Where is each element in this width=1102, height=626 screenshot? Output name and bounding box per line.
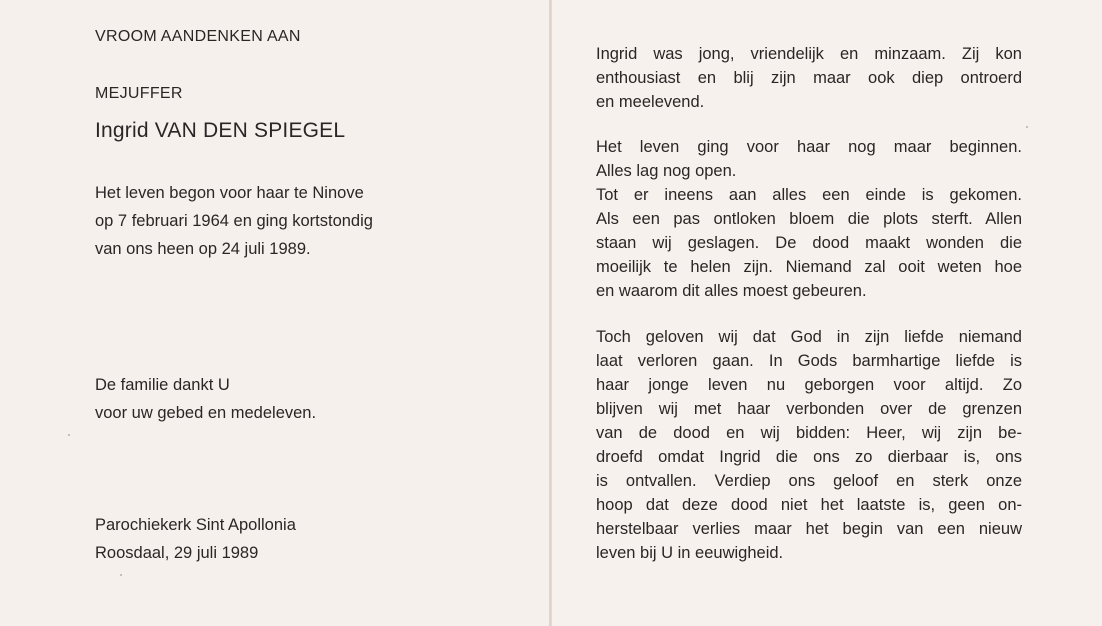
poem-line: is ontvallen. Verdiep ons geloof en sterk onze bbox=[596, 472, 1022, 490]
church-line: Parochiekerk Sint Apollonia bbox=[95, 516, 296, 534]
deceased-name: Ingrid VAN DEN SPIEGEL bbox=[95, 119, 346, 142]
poem-line: herstelbaar verlies maar het begin van een nieuw bbox=[596, 520, 1022, 538]
thanks-line: De familie dankt U bbox=[95, 376, 230, 394]
poem-line: leven bij U in eeuwigheid. bbox=[596, 544, 784, 562]
poem-paragraph-3 bbox=[596, 325, 1022, 565]
poem-line: Als een pas ontloken bloem die plots sterft. Allen bbox=[596, 210, 1022, 228]
life-line: van ons heen op 24 juli 1989. bbox=[95, 240, 311, 258]
life-line: Het leven begon voor haar te Ninove bbox=[95, 184, 364, 202]
poem-line: droefd omdat Ingrid die ons zo dierbaar is, ons bbox=[596, 448, 1022, 466]
paper-speck bbox=[68, 434, 70, 436]
poem-line: laat verloren gaan. In Gods barmhartige liefde is bbox=[596, 352, 1022, 370]
poem-line: Het leven ging voor haar nog maar beginnen. bbox=[596, 138, 1022, 156]
poem-line: Toch geloven wij dat God in zijn liefde niemand bbox=[596, 328, 1022, 346]
card-header: VROOM AANDENKEN AAN bbox=[95, 28, 301, 45]
poem-line: blijven wij met haar verbonden over de grenzen bbox=[596, 400, 1022, 418]
left-page bbox=[0, 0, 549, 626]
poem-line: haar jonge leven nu geborgen voor altijd. Zo bbox=[596, 376, 1022, 394]
poem-line: Alles lag nog open. bbox=[596, 162, 737, 180]
poem-line: van de dood en wij bidden: Heer, wij zijn be- bbox=[596, 424, 1022, 442]
life-dates-text bbox=[95, 179, 373, 263]
poem-paragraph-1 bbox=[596, 42, 1022, 114]
church-line: Roosdaal, 29 juli 1989 bbox=[95, 544, 259, 562]
poem-line: staan wij geslagen. De dood maakt wonden die bbox=[596, 234, 1022, 252]
poem-paragraph-2 bbox=[596, 135, 1022, 303]
poem-line: Tot er ineens aan alles een einde is gekomen. bbox=[596, 186, 1022, 204]
family-thanks-text bbox=[95, 371, 316, 427]
honorific-title: MEJUFFER bbox=[95, 85, 183, 102]
paper-speck bbox=[120, 574, 122, 576]
paper-speck bbox=[1026, 126, 1028, 128]
poem-line: en meelevend. bbox=[596, 93, 705, 111]
life-line: op 7 februari 1964 en ging kortstondig bbox=[95, 212, 373, 230]
poem-line: Ingrid was jong, vriendelijk en minzaam. Zij kon bbox=[596, 45, 1022, 63]
church-location-text bbox=[95, 511, 296, 567]
poem-line: hoop dat deze dood niet het laatste is, geen on- bbox=[596, 496, 1022, 514]
poem-line: en waarom dit alles moest gebeuren. bbox=[596, 282, 867, 300]
poem-line: enthousiast en blij zijn maar ook diep ontroerd bbox=[596, 69, 1022, 87]
thanks-line: voor uw gebed en medeleven. bbox=[95, 404, 317, 422]
poem-line: moeilijk te helen zijn. Niemand zal ooit weten hoe bbox=[596, 258, 1022, 276]
